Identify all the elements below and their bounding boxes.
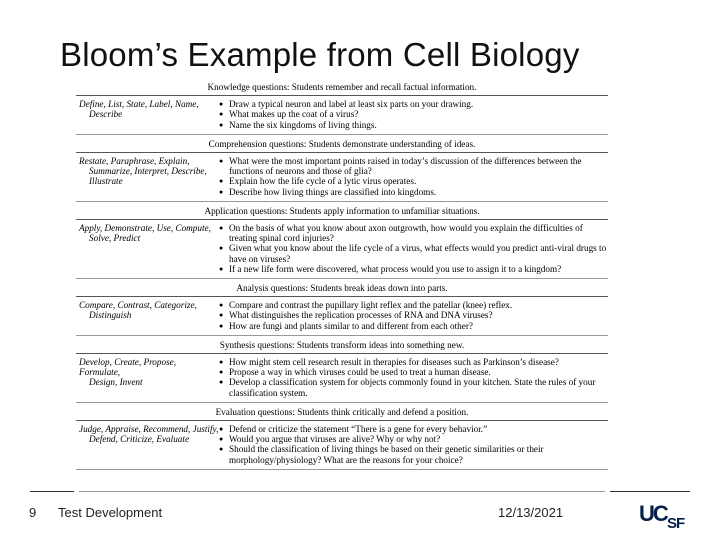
footer-divider-left	[30, 491, 74, 492]
verb-list	[76, 424, 219, 465]
section-row	[76, 153, 608, 202]
verb-line: Compare, Contrast, Categorize,	[79, 300, 197, 311]
footer-date: 12/13/2021	[498, 505, 564, 520]
svg-text:SF: SF	[667, 515, 685, 529]
verb-line: Design, Invent	[89, 377, 143, 388]
question-item: ● Given what you know about the life cycle of a virus, what effects would you predict anti-viral drugs to have on viruses?	[219, 243, 608, 263]
verb-list	[76, 156, 219, 197]
question-item: ● How are fungi and plants similar to and different from each other?	[219, 321, 608, 331]
section-heading: Knowledge questions: Students remember and recall factual information.	[76, 80, 608, 96]
question-item: ● If a new life form were discovered, what process would you use to assign it to a kingdom?	[219, 264, 608, 274]
verb-list	[76, 223, 219, 274]
section-heading: Synthesis questions: Students transform ideas into something new.	[76, 338, 608, 354]
bloom-question-table	[76, 80, 608, 472]
question-list	[219, 424, 608, 465]
verb-line: Distinguish	[89, 310, 132, 321]
verb-line: Summarize, Interpret, Describe,	[89, 166, 207, 177]
section-heading: Comprehension questions: Students demonstrate understanding of ideas.	[76, 137, 608, 153]
section-row	[76, 297, 608, 336]
ucsf-logo	[638, 501, 692, 529]
verb-line: Apply, Demonstrate, Use, Compute,	[79, 223, 211, 234]
question-item: ● Would you argue that viruses are alive? Why or why not?	[219, 434, 608, 444]
section-heading: Analysis questions: Students break ideas down into parts.	[76, 281, 608, 297]
verb-line: Solve, Predict	[89, 233, 141, 244]
footer-title: Test Development	[58, 505, 163, 520]
question-list	[219, 223, 608, 274]
verb-line: Defend, Criticize, Evaluate	[89, 434, 190, 445]
verb-line: Develop, Create, Propose, Formulate,	[79, 357, 177, 378]
question-item: ● Name the six kingdoms of living things.	[219, 120, 608, 130]
question-list	[219, 357, 608, 398]
slide-title: Bloom’s Example from Cell Biology	[60, 36, 580, 73]
question-item: ● What makes up the coat of a virus?	[219, 109, 608, 119]
section-heading: Evaluation questions: Students think critically and defend a position.	[76, 405, 608, 421]
question-item: ● How might stem cell research result in therapies for diseases such as Parkinson’s disease?	[219, 357, 608, 367]
verb-list	[76, 300, 219, 331]
question-list	[219, 300, 608, 331]
question-item: ● Should the classification of living things be based on their genetic similarities or their morphology/physiology? What are the reasons for your choice?	[219, 444, 608, 464]
verb-list	[76, 357, 219, 398]
page-number: 9	[29, 505, 37, 520]
question-item: ● On the basis of what you know about axon outgrowth, how would you explain the difficulties of treating spinal cord injuries?	[219, 223, 608, 243]
question-item: ● What distinguishes the replication processes of RNA and DNA viruses?	[219, 310, 608, 320]
verb-line: Restate, Paraphrase, Explain,	[79, 156, 190, 167]
footer-divider-middle	[79, 491, 605, 492]
verb-line: Illustrate	[89, 176, 123, 187]
question-item: ● Explain how the life cycle of a lytic virus operates.	[219, 176, 608, 186]
verb-list	[76, 99, 219, 130]
footer-divider-right	[610, 491, 690, 492]
section-row	[76, 220, 608, 279]
question-item: ● Draw a typical neuron and label at least six parts on your drawing.	[219, 99, 608, 109]
question-item: ● Defend or criticize the statement “There is a gene for every behavior.”	[219, 424, 608, 434]
question-item: ● Compare and contrast the pupillary light reflex and the patellar (knee) reflex.	[219, 300, 608, 310]
question-item: ● Develop a classification system for objects commonly found in your kitchen. State the rules of your classification system.	[219, 377, 608, 397]
section-heading: Application questions: Students apply information to unfamiliar situations.	[76, 204, 608, 220]
question-item: ● Propose a way in which viruses could be used to treat a human disease.	[219, 367, 608, 377]
verb-line: Define, List, State, Label, Name,	[79, 99, 199, 110]
section-row	[76, 421, 608, 470]
svg-text:UC: UC	[639, 501, 667, 526]
verb-line: Describe	[89, 109, 123, 120]
section-row	[76, 354, 608, 403]
question-item: ● Describe how living things are classified into kingdoms.	[219, 187, 608, 197]
question-item: ● What were the most important points raised in today’s discussion of the differences between the functions of neurons and those of glia?	[219, 156, 608, 176]
question-list	[219, 156, 608, 197]
question-list	[219, 99, 608, 130]
verb-line: Judge, Appraise, Recommend, Justify,	[79, 424, 219, 435]
section-row	[76, 96, 608, 135]
